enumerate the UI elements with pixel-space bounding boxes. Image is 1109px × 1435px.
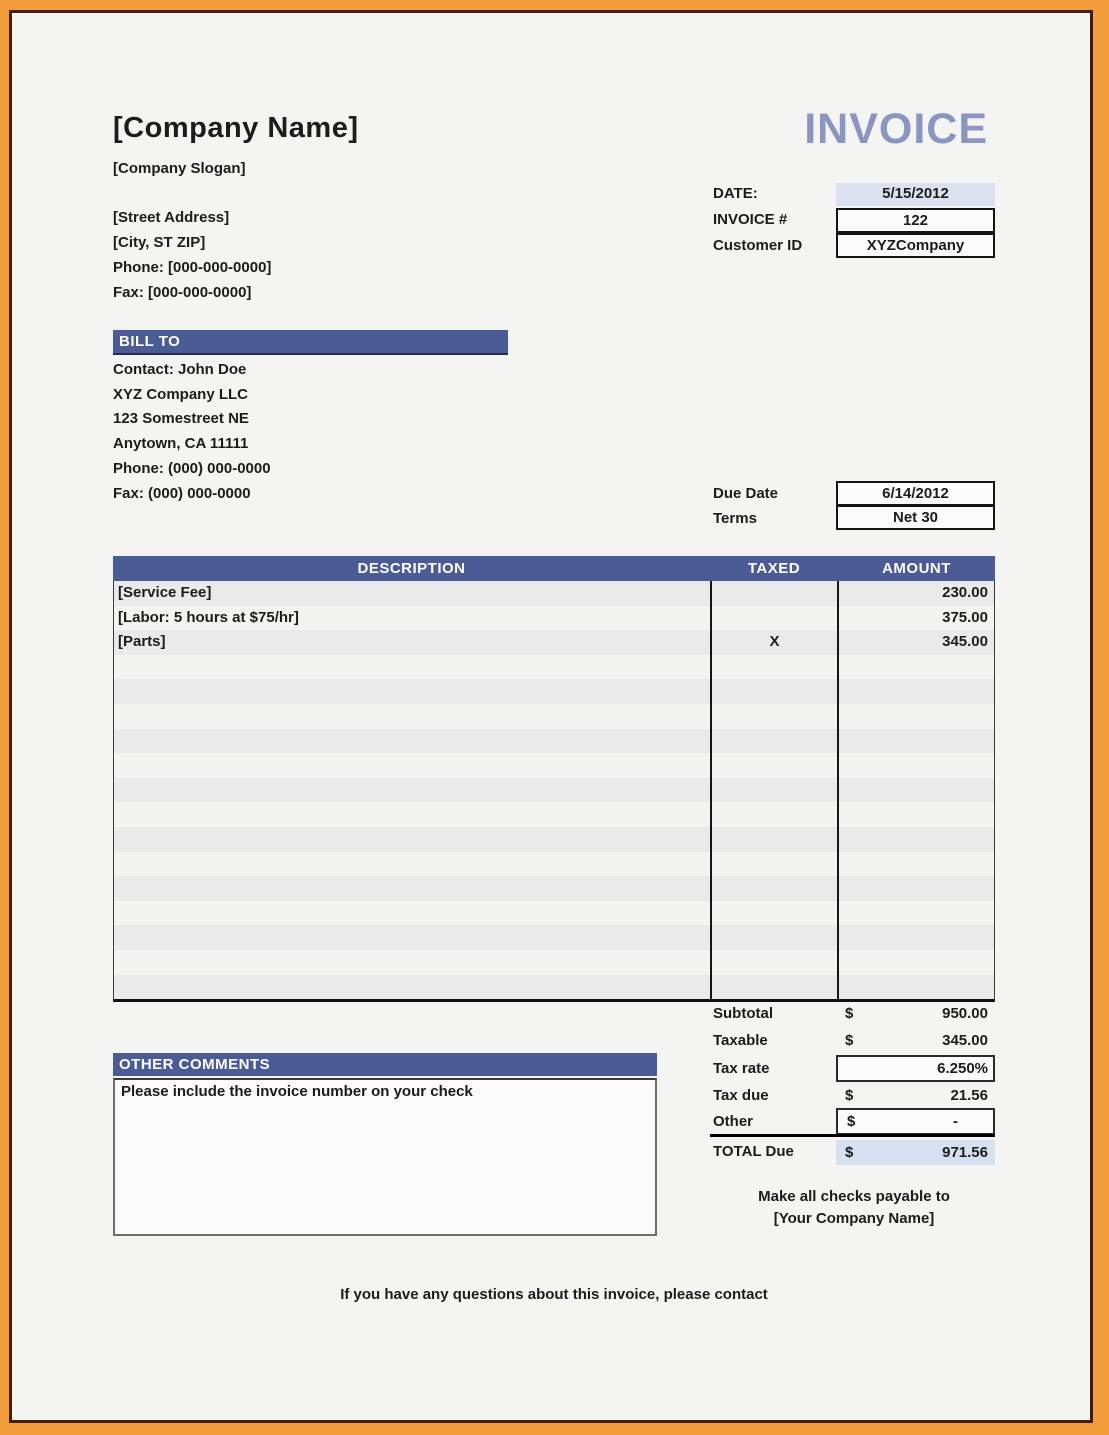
item-amount-cell[interactable] bbox=[837, 753, 994, 778]
item-amount-cell[interactable] bbox=[837, 852, 994, 877]
company-slogan: [Company Slogan] bbox=[113, 160, 246, 177]
item-taxed-cell[interactable] bbox=[710, 827, 838, 852]
checks-payable-line2: [Your Company Name] bbox=[773, 1210, 935, 1227]
items-table-header bbox=[113, 556, 995, 581]
terms-label: Terms bbox=[713, 510, 757, 527]
bill-to-phone: Phone: (000) 000-0000 bbox=[113, 459, 271, 477]
subtotal-value: 950.00 bbox=[942, 1005, 988, 1022]
item-amount-cell[interactable] bbox=[837, 778, 994, 803]
item-taxed-cell[interactable] bbox=[710, 852, 838, 877]
item-description-cell[interactable] bbox=[114, 679, 710, 704]
item-taxed-cell[interactable] bbox=[710, 704, 838, 729]
item-taxed-cell[interactable] bbox=[710, 581, 838, 606]
taxable-label: Taxable bbox=[713, 1032, 768, 1049]
item-taxed-cell[interactable] bbox=[710, 901, 838, 926]
bill-to-company: XYZ Company LLC bbox=[113, 385, 249, 403]
item-taxed-cell[interactable] bbox=[710, 679, 838, 704]
item-taxed-cell[interactable] bbox=[710, 950, 838, 975]
item-amount-cell[interactable]: 345.00 bbox=[837, 630, 994, 655]
other-currency: $ bbox=[847, 1113, 856, 1130]
subtotal-cell bbox=[836, 1001, 995, 1026]
item-description-cell[interactable] bbox=[114, 655, 710, 680]
items-body bbox=[113, 581, 995, 1002]
table-row bbox=[114, 827, 994, 852]
item-taxed-cell[interactable] bbox=[710, 606, 838, 631]
tax-due-value: 21.56 bbox=[950, 1087, 988, 1104]
item-taxed-cell[interactable] bbox=[710, 729, 838, 754]
item-taxed-cell[interactable] bbox=[710, 802, 838, 827]
item-taxed-cell[interactable] bbox=[710, 778, 838, 803]
item-description-cell[interactable] bbox=[114, 876, 710, 901]
checks-payable-line1: Make all checks payable to bbox=[758, 1188, 950, 1205]
table-row bbox=[114, 925, 994, 950]
subtotal-label: Subtotal bbox=[713, 1005, 773, 1022]
item-description-cell[interactable]: [Service Fee] bbox=[118, 584, 212, 601]
table-row bbox=[114, 704, 994, 729]
table-row bbox=[114, 729, 994, 754]
checks-payable-note bbox=[713, 1186, 995, 1230]
item-amount-cell[interactable] bbox=[837, 655, 994, 680]
taxable-value: 345.00 bbox=[942, 1032, 988, 1049]
bill-to-city: Anytown, CA 11111 bbox=[113, 435, 249, 453]
invoice-number-label: INVOICE # bbox=[713, 211, 788, 228]
total-due-label: TOTAL Due bbox=[713, 1143, 794, 1160]
table-row bbox=[114, 901, 994, 926]
footer-contact-note: If you have any questions about this invoice, please contact bbox=[340, 1286, 768, 1303]
other-label: Other bbox=[713, 1113, 754, 1130]
table-row bbox=[114, 630, 994, 655]
table-row bbox=[114, 606, 994, 631]
table-row bbox=[114, 679, 994, 704]
totals-divider bbox=[710, 1134, 995, 1137]
company-street: [Street Address] bbox=[113, 209, 230, 226]
table-row bbox=[114, 655, 994, 680]
item-taxed-cell[interactable]: X bbox=[710, 630, 838, 655]
bill-to-header: BILL TO bbox=[113, 330, 508, 355]
item-description-cell[interactable] bbox=[114, 975, 710, 1000]
bill-to-fax: Fax: (000) 000-0000 bbox=[113, 484, 251, 502]
total-due-currency: $ bbox=[845, 1144, 854, 1161]
customer-id-label: Customer ID bbox=[713, 237, 803, 254]
subtotal-currency: $ bbox=[845, 1005, 854, 1022]
table-row bbox=[114, 753, 994, 778]
tax-due-currency: $ bbox=[845, 1087, 854, 1104]
header-amount: AMOUNT bbox=[882, 560, 951, 577]
other-comments-box[interactable]: Please include the invoice number on your check bbox=[113, 1078, 657, 1236]
company-name: [Company Name] bbox=[113, 112, 359, 144]
date-label: DATE: bbox=[713, 185, 758, 202]
item-description-cell[interactable]: [Parts] bbox=[118, 633, 166, 651]
item-amount-cell[interactable]: 375.00 bbox=[837, 606, 994, 631]
item-amount-cell[interactable] bbox=[837, 901, 994, 926]
company-fax: Fax: [000-000-0000] bbox=[113, 284, 252, 301]
item-taxed-cell[interactable] bbox=[710, 655, 838, 680]
invoice-page bbox=[9, 10, 1093, 1423]
item-amount-cell[interactable] bbox=[837, 679, 994, 704]
bill-to-street: 123 Somestreet NE bbox=[113, 410, 249, 428]
taxable-cell bbox=[836, 1028, 995, 1053]
date-cell[interactable]: 5/15/2012 bbox=[836, 183, 995, 206]
items-table bbox=[113, 556, 995, 1002]
item-description-cell[interactable] bbox=[114, 901, 710, 926]
item-amount-cell[interactable] bbox=[837, 802, 994, 827]
item-amount-cell[interactable] bbox=[837, 729, 994, 754]
item-taxed-cell[interactable] bbox=[710, 975, 838, 1000]
item-taxed-cell[interactable] bbox=[710, 753, 838, 778]
item-description-cell[interactable] bbox=[114, 827, 710, 852]
item-description-cell[interactable] bbox=[114, 753, 710, 778]
total-due-value: 971.56 bbox=[942, 1144, 988, 1161]
header-description: DESCRIPTION bbox=[357, 560, 466, 577]
other-cell[interactable] bbox=[836, 1108, 995, 1135]
item-description-cell[interactable] bbox=[114, 852, 710, 877]
tax-due-cell bbox=[836, 1083, 995, 1108]
company-phone: Phone: [000-000-0000] bbox=[113, 259, 272, 276]
total-due-cell bbox=[836, 1140, 995, 1165]
item-description-cell[interactable] bbox=[114, 950, 710, 975]
tax-rate-cell[interactable] bbox=[836, 1055, 995, 1082]
item-amount-cell[interactable] bbox=[837, 827, 994, 852]
table-row bbox=[114, 975, 994, 1000]
item-description-cell[interactable] bbox=[114, 778, 710, 803]
item-taxed-cell[interactable] bbox=[710, 876, 838, 901]
item-description-cell[interactable] bbox=[114, 729, 710, 754]
tax-rate-label: Tax rate bbox=[713, 1060, 770, 1077]
table-row bbox=[114, 778, 994, 803]
tax-rate-value: 6.250% bbox=[937, 1060, 988, 1077]
table-row bbox=[114, 876, 994, 901]
item-description-cell[interactable]: [Labor: 5 hours at $75/hr] bbox=[118, 608, 299, 626]
header-taxed: TAXED bbox=[747, 560, 801, 577]
company-city: [City, ST ZIP] bbox=[113, 234, 206, 251]
item-amount-cell[interactable] bbox=[837, 975, 994, 1000]
item-amount-cell[interactable]: 230.00 bbox=[837, 581, 994, 606]
invoice-number-cell[interactable]: 122 bbox=[836, 208, 995, 233]
other-value: - bbox=[953, 1113, 958, 1130]
table-row bbox=[114, 950, 994, 975]
item-amount-cell[interactable] bbox=[837, 876, 994, 901]
table-row bbox=[114, 802, 994, 827]
bill-to-block bbox=[113, 358, 271, 506]
item-description-cell[interactable] bbox=[114, 704, 710, 729]
item-amount-cell[interactable] bbox=[837, 950, 994, 975]
customer-id-cell[interactable]: XYZCompany bbox=[836, 233, 995, 258]
table-row bbox=[114, 581, 994, 606]
company-address bbox=[113, 205, 271, 305]
terms-cell[interactable]: Net 30 bbox=[836, 505, 995, 530]
item-amount-cell[interactable] bbox=[837, 925, 994, 950]
table-row bbox=[114, 852, 994, 877]
due-date-label: Due Date bbox=[713, 485, 779, 502]
invoice-title: INVOICE bbox=[804, 105, 988, 153]
taxable-currency: $ bbox=[845, 1032, 854, 1049]
item-amount-cell[interactable] bbox=[837, 704, 994, 729]
tax-due-label: Tax due bbox=[713, 1087, 769, 1104]
bill-to-contact: Contact: John Doe bbox=[113, 361, 247, 378]
other-comments-header: OTHER COMMENTS bbox=[113, 1053, 657, 1076]
item-taxed-cell[interactable] bbox=[710, 925, 838, 950]
item-description-cell[interactable] bbox=[114, 925, 710, 950]
due-date-cell[interactable]: 6/14/2012 bbox=[836, 481, 995, 506]
item-description-cell[interactable] bbox=[114, 802, 710, 827]
